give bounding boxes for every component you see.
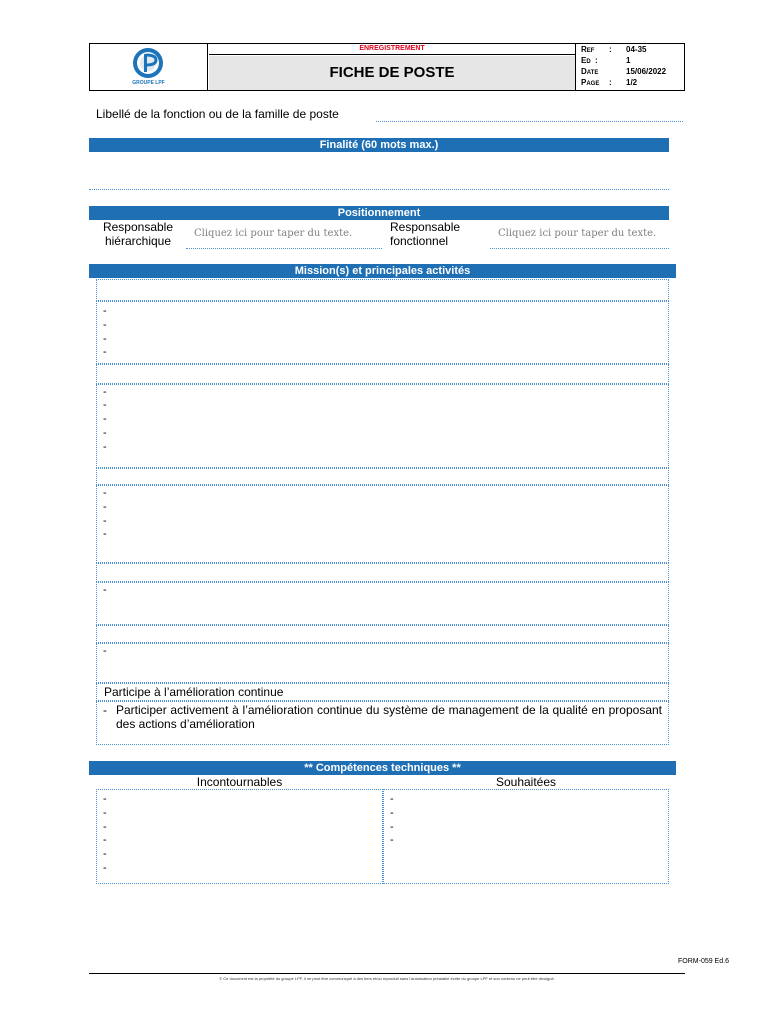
activity-dash: - bbox=[103, 346, 107, 358]
activity-dash: - bbox=[103, 386, 107, 398]
incontournables-box[interactable] bbox=[96, 789, 383, 884]
mission-5-activities[interactable] bbox=[96, 643, 669, 683]
meta-row-ed bbox=[581, 55, 681, 66]
mission-4-activities[interactable] bbox=[96, 582, 669, 625]
resp-fonctionnel-label: Responsable fonctionnel bbox=[390, 220, 461, 248]
skill-dash: - bbox=[103, 848, 107, 860]
activity-dash: - bbox=[103, 528, 107, 540]
resp-hierarchique-underline bbox=[186, 248, 382, 249]
activity-dash: - bbox=[103, 319, 107, 331]
meta-row-page bbox=[581, 77, 681, 88]
activity-dash: - bbox=[103, 501, 107, 513]
meta-row-ref bbox=[581, 44, 681, 55]
mission-3-title[interactable] bbox=[96, 468, 669, 485]
col-incontournables: Incontournables bbox=[196, 775, 283, 789]
finalite-header: Finalité (60 mots max.) bbox=[89, 138, 669, 152]
form-reference: FORM-059 Ed.6 bbox=[678, 958, 729, 965]
skill-dash: - bbox=[103, 807, 107, 819]
footer-divider bbox=[89, 973, 685, 974]
activity-dash: - bbox=[103, 584, 107, 596]
mission-2-title[interactable] bbox=[96, 364, 669, 384]
resp-hierarchique-input[interactable]: Cliquez ici pour taper du texte. bbox=[194, 228, 353, 239]
doc-type: ENREGISTREMENT bbox=[209, 43, 575, 55]
activity-dash: - bbox=[103, 515, 107, 527]
skill-dash: - bbox=[390, 834, 394, 846]
amelioration-title: Participe à l’amélioration continue bbox=[104, 685, 284, 699]
mission-5-title[interactable] bbox=[96, 625, 669, 643]
mission-1-title[interactable] bbox=[96, 279, 669, 301]
activity-dash: - bbox=[103, 441, 107, 453]
mission-2-activities[interactable] bbox=[96, 384, 669, 468]
activity-dash: - bbox=[103, 703, 107, 717]
logo-icon bbox=[127, 46, 169, 80]
logo-cell bbox=[89, 43, 208, 91]
activity-dash: - bbox=[103, 427, 107, 439]
competences-header: ** Compétences techniques ** bbox=[89, 761, 676, 775]
activity-dash: - bbox=[103, 305, 107, 317]
meta-label: Ref bbox=[581, 45, 595, 54]
doc-meta bbox=[581, 44, 681, 88]
mission-3-activities[interactable] bbox=[96, 485, 669, 563]
activity-dash: - bbox=[103, 413, 107, 425]
activity-dash: - bbox=[103, 333, 107, 345]
meta-value: 15/06/2022 bbox=[626, 67, 667, 76]
meta-value: 1 bbox=[626, 56, 631, 65]
amelioration-title-box[interactable] bbox=[96, 683, 669, 701]
logo-text: GROUPE LPF bbox=[132, 80, 165, 86]
meta-label: Date bbox=[581, 67, 599, 76]
page-title: FICHE DE POSTE bbox=[209, 56, 575, 90]
missions-header: Mission(s) et principales activités bbox=[89, 264, 676, 278]
meta-sep: : bbox=[609, 45, 612, 54]
finalite-field[interactable] bbox=[89, 189, 669, 190]
amelioration-activities[interactable] bbox=[96, 701, 669, 745]
skill-dash: - bbox=[390, 793, 394, 805]
meta-label: Page bbox=[581, 78, 600, 87]
activity-dash: - bbox=[103, 645, 107, 657]
meta-value: 1/2 bbox=[626, 78, 638, 87]
meta-sep: : bbox=[609, 78, 612, 87]
amelioration-text: Participer activement à l’amélioration continue du système de management de la qualité en proposant des actions d’amélioration bbox=[116, 703, 662, 731]
meta-sep: : bbox=[595, 56, 598, 65]
positionnement-header: Positionnement bbox=[89, 206, 669, 220]
skill-dash: - bbox=[103, 821, 107, 833]
col-souhaitees: Souhaitées bbox=[495, 775, 557, 789]
resp-fonctionnel-input[interactable]: Cliquez ici pour taper du texte. bbox=[498, 228, 657, 239]
libelle-field[interactable] bbox=[376, 121, 683, 122]
meta-value: 04-35 bbox=[626, 45, 647, 54]
meta-row-date bbox=[581, 66, 681, 77]
skill-dash: - bbox=[103, 834, 107, 846]
souhaitees-box[interactable] bbox=[383, 789, 669, 884]
libelle-label: Libellé de la fonction ou de la famille de poste bbox=[96, 107, 339, 121]
skill-dash: - bbox=[103, 862, 107, 874]
mission-4-title[interactable] bbox=[96, 563, 669, 582]
footer-notice: © Ce document est la propriété du groupe LPF, il ne peut être communiqué à des tiers et/ou reproduit sans l’autorisation préalable écrite du groupe LPF et son contenu ne peut être divulgué. bbox=[219, 976, 555, 981]
meta-sep bbox=[609, 66, 626, 77]
resp-fonctionnel-underline bbox=[490, 248, 669, 249]
activity-dash: - bbox=[103, 487, 107, 499]
activity-dash: - bbox=[103, 399, 107, 411]
resp-hierarchique-label: Responsable hiérarchique bbox=[102, 220, 174, 248]
mission-1-activities[interactable] bbox=[96, 301, 669, 364]
skill-dash: - bbox=[390, 807, 394, 819]
skill-dash: - bbox=[103, 793, 107, 805]
skill-dash: - bbox=[390, 821, 394, 833]
meta-label: Ed bbox=[581, 56, 591, 65]
